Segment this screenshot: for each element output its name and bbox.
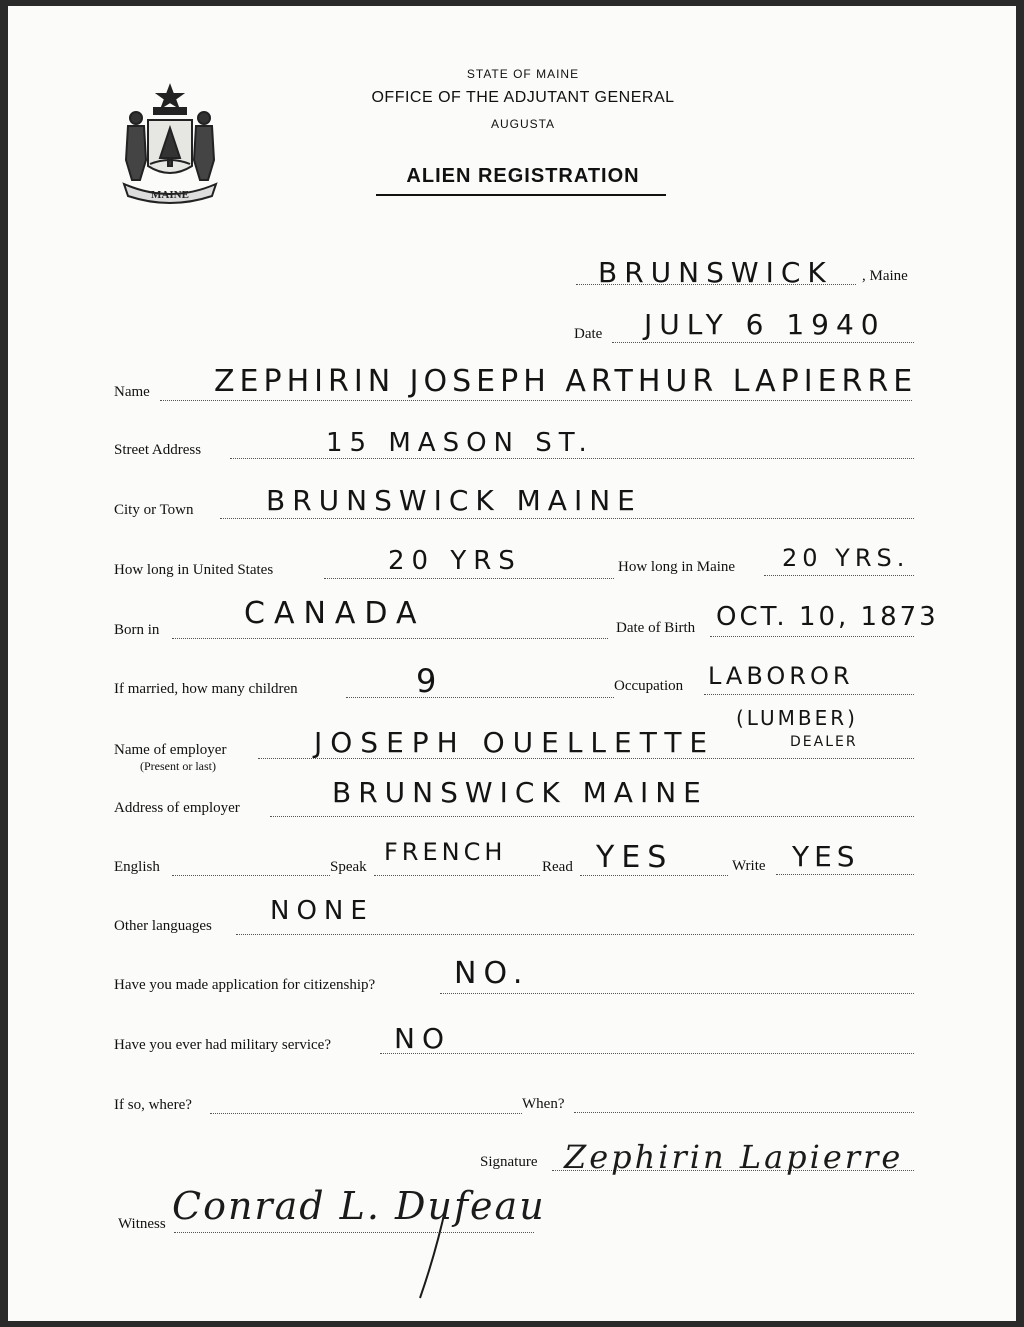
employer-value: JOSEPH OUELLETTE xyxy=(314,726,716,759)
born-in-label: Born in xyxy=(114,622,160,638)
occupation-value: LABOROR xyxy=(708,662,854,690)
other-languages-value: NONE xyxy=(270,896,374,926)
form-title: ALIEN REGISTRATION xyxy=(406,165,640,187)
city-town-label: City or Town xyxy=(114,502,194,518)
employer-sublabel: (Present or last) xyxy=(140,759,216,773)
where-label: If so, where? xyxy=(114,1097,192,1113)
military-value: NO xyxy=(394,1022,451,1055)
date-value: JULY 6 1940 xyxy=(644,308,886,341)
employer-address-label: Address of employer xyxy=(114,800,240,816)
place-value: BRUNSWICK xyxy=(598,256,833,289)
employer-note-2: DEALER xyxy=(790,734,858,750)
how-long-maine-value: 20 YRS. xyxy=(782,544,910,572)
write-label: Write xyxy=(732,858,766,874)
date-label: Date xyxy=(574,326,603,342)
citizenship-value: NO. xyxy=(454,956,530,991)
children-label: If married, how many children xyxy=(114,681,298,697)
maine-label: , Maine xyxy=(862,268,908,284)
read-label: Read xyxy=(542,859,573,875)
write-value: YES xyxy=(792,840,860,873)
employer-address-value: BRUNSWICK MAINE xyxy=(332,776,708,809)
witness-pen-stroke xyxy=(412,1202,452,1302)
registration-form xyxy=(8,6,1016,1321)
street-address-value: 15 MASON ST. xyxy=(326,428,594,458)
date-of-birth-value: OCT. 10, 1873 xyxy=(716,602,939,632)
how-long-us-value: 20 YRS xyxy=(388,546,522,576)
name-value: ZEPHIRIN JOSEPH ARTHUR LAPIERRE xyxy=(214,364,918,399)
children-value: 9 xyxy=(416,662,444,700)
speak-label: Speak xyxy=(330,859,367,875)
how-long-us-label: How long in United States xyxy=(114,562,274,578)
maine-state-seal-icon xyxy=(114,80,226,208)
english-label: English xyxy=(114,859,160,875)
employer-note-1: (LUMBER) xyxy=(736,706,858,730)
city-heading: AUGUSTA xyxy=(490,117,556,131)
signature-label: Signature xyxy=(480,1154,538,1170)
name-label: Name xyxy=(114,384,150,400)
city-town-value: BRUNSWICK MAINE xyxy=(266,484,642,517)
read-value: YES xyxy=(596,840,674,875)
title-underline xyxy=(376,194,666,196)
witness-label: Witness xyxy=(118,1216,166,1232)
how-long-maine-label: How long in Maine xyxy=(618,559,736,575)
seal-motto: MAINE xyxy=(151,189,189,201)
employer-label: Name of employer xyxy=(114,742,227,758)
citizenship-label: Have you made application for citizenship? xyxy=(114,977,376,993)
when-label: When? xyxy=(522,1096,565,1112)
born-in-value: CANADA xyxy=(244,596,426,631)
other-languages-label: Other languages xyxy=(114,918,212,934)
date-of-birth-label: Date of Birth xyxy=(616,620,696,636)
street-address-label: Street Address xyxy=(114,442,202,458)
witness-value: Conrad L. Dufeau xyxy=(172,1184,546,1228)
military-label: Have you ever had military service? xyxy=(114,1037,331,1053)
state-heading: STATE OF MAINE xyxy=(466,67,580,81)
speak-value: FRENCH xyxy=(384,838,507,866)
office-heading: OFFICE OF THE ADJUTANT GENERAL xyxy=(371,89,675,106)
signature-value: Zephirin Lapierre xyxy=(564,1138,904,1176)
occupation-label: Occupation xyxy=(614,678,684,694)
